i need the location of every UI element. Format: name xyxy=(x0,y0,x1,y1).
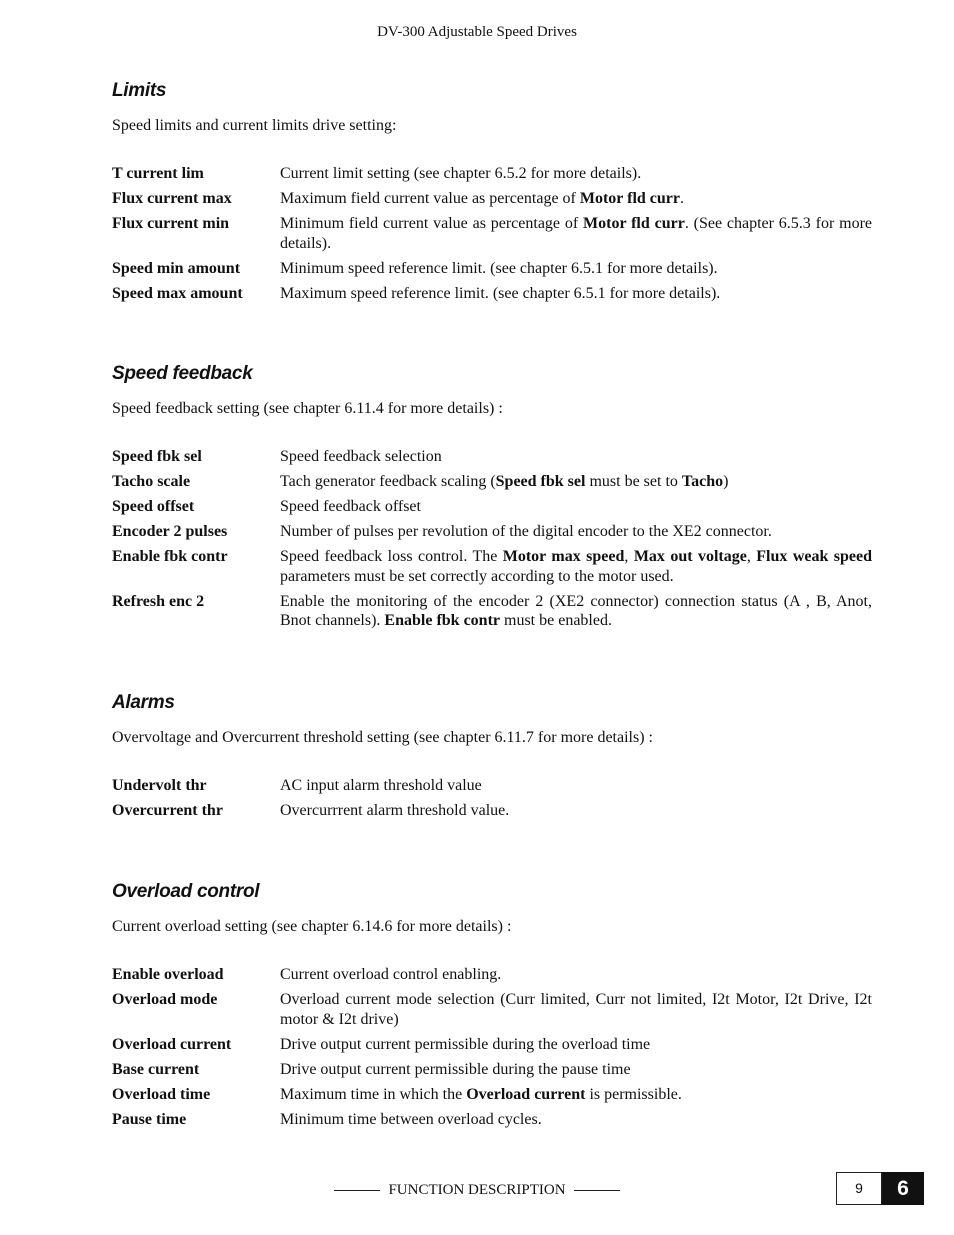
section-intro: Speed feedback setting (see chapter 6.11.4 for more details) : xyxy=(112,400,503,417)
parameter-description: Drive output current permissible during the pause time xyxy=(280,1060,631,1078)
parameter-description: Enable the monitoring of the encoder 2 (XE2 connector) connection status (A , B, Anot, Bnot channels). Enable fbk contr must be enabled. xyxy=(280,592,872,629)
parameter-row xyxy=(112,472,872,492)
parameter-list xyxy=(112,776,872,821)
parameter-description: Overcurrrent alarm threshold value. xyxy=(280,802,510,819)
parameter-description: Maximum time in which the Overload current is permissible. xyxy=(280,1085,682,1103)
parameter-row xyxy=(112,189,872,209)
parameter-description: Maximum speed reference limit. (see chapter 6.5.1 for more details). xyxy=(280,284,721,302)
parameter-name: Refresh enc 2 xyxy=(112,592,205,610)
section-intro: Overvoltage and Overcurrent threshold setting (see chapter 6.11.7 for more details) : xyxy=(112,729,653,746)
parameter-description: Minimum speed reference limit. (see chapter 6.5.1 for more details). xyxy=(280,259,718,277)
section-title: Overload control xyxy=(112,881,260,902)
parameter-row xyxy=(112,1085,872,1105)
parameter-name: Speed min amount xyxy=(112,259,241,277)
page-number: 9 xyxy=(836,1172,882,1205)
parameter-description: Speed feedback offset xyxy=(280,498,421,515)
parameter-name: Overcurrent thr xyxy=(112,802,223,819)
parameter-name: Tacho scale xyxy=(112,473,191,490)
section-intro: Speed limits and current limits drive setting: xyxy=(112,117,397,134)
page-header: DV-300 Adjustable Speed Drives xyxy=(377,24,577,40)
parameter-name: Speed offset xyxy=(112,498,195,515)
parameter-description: Maximum field current value as percentage of Motor fld curr. xyxy=(280,190,684,207)
parameter-row xyxy=(112,547,872,586)
parameter-row xyxy=(112,1035,872,1055)
parameter-description: Current limit setting (see chapter 6.5.2 for more details). xyxy=(280,165,642,182)
parameter-name: T current lim xyxy=(112,165,204,182)
parameter-name: Speed fbk sel xyxy=(112,448,202,465)
section-title: Alarms xyxy=(112,692,175,713)
parameter-row xyxy=(112,164,872,184)
parameter-description: Number of pulses per revolution of the digital encoder to the XE2 connector. xyxy=(280,523,772,540)
parameter-description: Tach generator feedback scaling (Speed fbk sel must be set to Tacho) xyxy=(280,473,729,490)
chapter-tab: 6 xyxy=(882,1172,924,1205)
parameter-row xyxy=(112,214,872,253)
parameter-row xyxy=(112,497,872,517)
parameter-row xyxy=(112,1110,872,1130)
section-overload-control xyxy=(112,881,872,1135)
parameter-list xyxy=(112,965,872,1129)
parameter-list xyxy=(112,447,872,631)
parameter-name: Undervolt thr xyxy=(112,777,207,794)
parameter-name: Enable overload xyxy=(112,966,224,983)
parameter-name: Overload current xyxy=(112,1035,232,1053)
parameter-row xyxy=(112,990,872,1029)
parameter-row xyxy=(112,522,872,542)
section-title: Speed feedback xyxy=(112,363,253,384)
parameter-name: Encoder 2 pulses xyxy=(112,523,228,540)
section-title: Limits xyxy=(112,80,167,101)
footer-rule-right xyxy=(574,1190,620,1191)
section-limits xyxy=(112,80,872,309)
section-speed-feedback xyxy=(112,363,872,636)
parameter-description: Overload current mode selection (Curr limited, Curr not limited, I2t Motor, I2t Drive, I2t motor & I2t drive) xyxy=(280,991,872,1028)
parameter-name: Overload time xyxy=(112,1085,211,1103)
parameter-row xyxy=(112,965,872,985)
parameter-description: Drive output current permissible during the overload time xyxy=(280,1035,651,1053)
parameter-name: Speed max amount xyxy=(112,284,243,302)
parameter-name: Enable fbk contr xyxy=(112,548,228,565)
parameter-row xyxy=(112,447,872,467)
footer-title: FUNCTION DESCRIPTION xyxy=(388,1182,566,1198)
parameter-name: Base current xyxy=(112,1060,200,1078)
parameter-row xyxy=(112,801,872,821)
parameter-name: Pause time xyxy=(112,1110,187,1128)
parameter-row xyxy=(112,1060,872,1080)
footer-rule-left xyxy=(334,1190,380,1191)
section-alarms xyxy=(112,692,872,826)
parameter-row xyxy=(112,284,872,304)
parameter-description: AC input alarm threshold value xyxy=(280,777,482,794)
parameter-name: Overload mode xyxy=(112,991,218,1008)
parameter-name: Flux current max xyxy=(112,190,232,207)
parameter-row xyxy=(112,592,872,631)
parameter-description: Minimum field current value as percentage of Motor fld curr. (See chapter 6.5.3 for more details). xyxy=(280,215,872,252)
parameter-description: Speed feedback selection xyxy=(280,448,442,465)
footer xyxy=(0,1182,954,1199)
parameter-list xyxy=(112,164,872,303)
parameter-row xyxy=(112,776,872,796)
parameter-description: Minimum time between overload cycles. xyxy=(280,1110,542,1128)
section-intro: Current overload setting (see chapter 6.14.6 for more details) : xyxy=(112,918,512,935)
parameter-description: Speed feedback loss control. The Motor max speed, Max out voltage, Flux weak speed parameters must be set correctly according to the motor used. xyxy=(280,548,873,585)
parameter-name: Flux current min xyxy=(112,215,230,232)
parameter-description: Current overload control enabling. xyxy=(280,966,502,983)
parameter-row xyxy=(112,259,872,279)
